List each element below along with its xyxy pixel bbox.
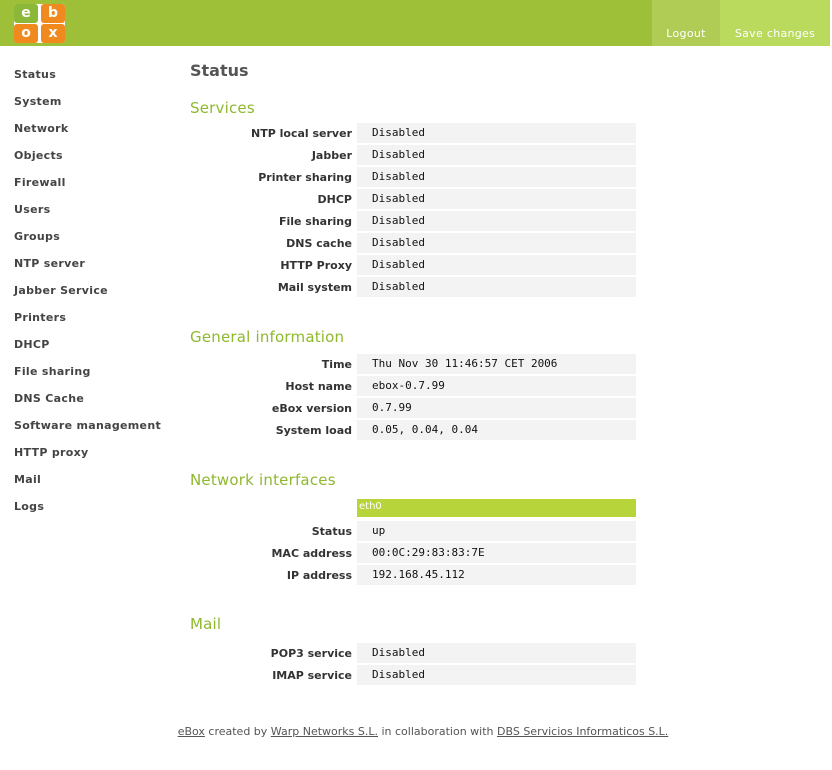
table-row [190,167,636,189]
row-label: MAC address [271,547,352,560]
sidebar-item-system[interactable]: System [14,95,62,108]
row-value: up [357,521,636,541]
table-row [190,420,636,442]
row-label: HTTP Proxy [280,259,352,272]
row-value: ebox-0.7.99 [357,376,636,396]
logo-letter-x: x [41,24,65,43]
table-row [190,543,636,565]
sidebar-item-dhcp[interactable]: DHCP [14,338,50,351]
network-interfaces-section-title: Network interfaces [190,471,336,489]
sidebar-item-software-management[interactable]: Software management [14,419,162,432]
table-row [190,277,636,299]
row-label: Mail system [277,281,352,294]
page-title: Status [190,61,249,80]
general-information-table [190,354,636,442]
table-row [190,255,636,277]
logo-letter-e: e [14,4,38,23]
row-value: Disabled [357,665,636,685]
table-row [190,354,636,376]
sidebar-item-http-proxy[interactable]: HTTP proxy [14,446,89,459]
warp-networks-link[interactable]: Warp Networks S.L. [270,725,378,738]
row-label: IP address [286,569,352,582]
row-value: Disabled [357,123,636,143]
services-table [190,123,636,299]
table-row [190,565,636,587]
footer-text: created by [204,725,271,738]
row-value: 0.7.99 [357,398,636,418]
row-label: IMAP service [272,669,352,682]
network-interfaces-table [190,499,636,587]
row-label: Time [321,358,352,371]
row-value: 00:0C:29:83:83:7E [357,543,636,563]
row-label: DHCP [317,193,352,206]
sidebar-item-jabber-service[interactable]: Jabber Service [14,284,108,297]
sidebar-item-file-sharing[interactable]: File sharing [14,365,91,378]
row-label: Jabber [311,149,352,162]
table-row [190,145,636,167]
logout-label: Logout [666,27,706,40]
sidebar-item-groups[interactable]: Groups [14,230,61,243]
sidebar-item-users[interactable]: Users [14,203,51,216]
services-section-title: Services [190,99,255,117]
save-changes-button[interactable] [720,0,830,46]
table-row [190,665,636,687]
row-label: eBox version [271,402,352,415]
sidebar-item-ntp-server[interactable]: NTP server [14,257,86,270]
table-row [190,189,636,211]
table-row [190,376,636,398]
row-value: Disabled [357,189,636,209]
footer-text: in collaboration with [377,725,498,738]
row-value: Thu Nov 30 11:46:57 CET 2006 [357,354,636,374]
logo-letter-b: b [41,4,65,23]
row-label: NTP local server [251,127,352,140]
row-value: Disabled [357,233,636,253]
sidebar-item-dns-cache[interactable]: DNS Cache [14,392,85,405]
table-row [190,398,636,420]
interface-name-bar: eth0 [357,499,636,517]
general-information-section-title: General information [190,328,345,346]
save-changes-label: Save changes [734,27,816,40]
sidebar-item-logs[interactable]: Logs [14,500,45,513]
row-label: Host name [285,380,352,393]
row-label: POP3 service [270,647,352,660]
ebox-link[interactable]: eBox [177,725,205,738]
logo-letter-o: o [14,24,38,43]
top-header [0,0,830,46]
dbs-servicios-link[interactable]: DBS Servicios Informaticos S.L. [497,725,669,738]
row-value: Disabled [357,255,636,275]
interface-header-row [190,499,636,517]
table-row [190,521,636,543]
sidebar-menu [14,68,179,527]
row-value: 0.05, 0.04, 0.04 [357,420,636,440]
table-row [190,211,636,233]
mail-table [190,643,636,687]
row-label: File sharing [278,215,352,228]
sidebar-item-firewall[interactable]: Firewall [14,176,66,189]
sidebar-item-network[interactable]: Network [14,122,69,135]
row-value: Disabled [357,145,636,165]
table-row [190,233,636,255]
row-label: Printer sharing [258,171,352,184]
sidebar-item-printers[interactable]: Printers [14,311,67,324]
table-row [190,643,636,665]
footer [0,725,832,738]
sidebar-item-status[interactable]: Status [14,68,57,81]
row-value: Disabled [357,277,636,297]
row-label: DNS cache [286,237,352,250]
row-label: Status [311,525,352,538]
row-label: System load [275,424,352,437]
ebox-logo[interactable] [14,4,65,43]
sidebar-item-objects[interactable]: Objects [14,149,63,162]
sidebar-item-mail[interactable]: Mail [14,473,42,486]
row-value: Disabled [357,167,636,187]
row-value: Disabled [357,211,636,231]
mail-section-title: Mail [190,615,222,633]
logout-button[interactable] [652,0,720,46]
table-row [190,123,636,145]
main-content [190,61,636,687]
row-value: Disabled [357,643,636,663]
row-value: 192.168.45.112 [357,565,636,585]
